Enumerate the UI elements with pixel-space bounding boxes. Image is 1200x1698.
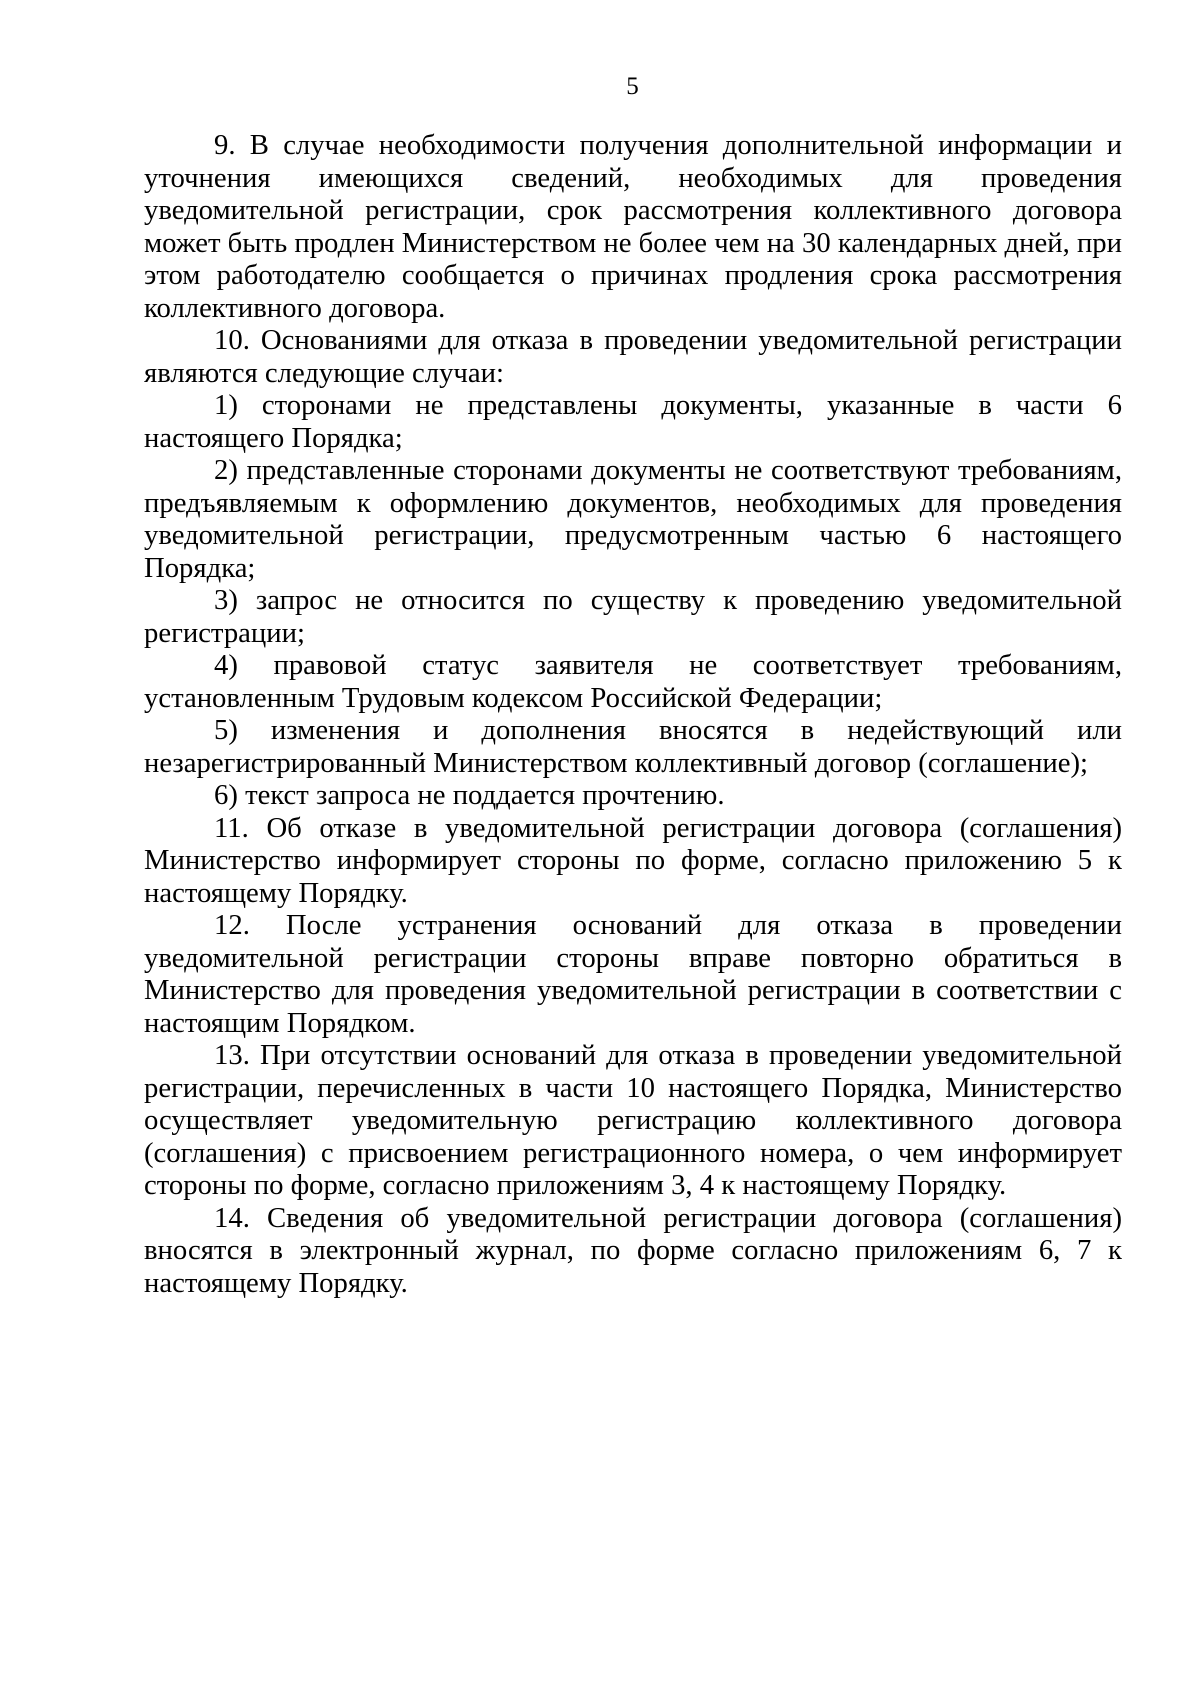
page-number: 5 [626,73,639,100]
paragraph-item-11: 11. Об отказе в уведомительной регистрации договора (соглашения) Министерство информирует стороны по форме, согласно приложению 5 к настоящему Порядку. [144,811,1122,909]
document-body [144,129,1122,1299]
list-item-5: 5) изменения и дополнения вносятся в недействующий или незарегистрированный Министерством коллективный договор (соглашение); [144,714,1122,779]
paragraph-item-14: 14. Сведения об уведомительной регистрации договора (соглашения) вносятся в электронный журнал, по форме согласно приложениям 6, 7 к настоящему Порядку. [144,1201,1122,1299]
list-item-4: 4) правовой статус заявителя не соответствует требованиям, установленным Трудовым кодексом Российской Федерации; [144,649,1122,714]
list-item-6: 6) текст запроса не поддается прочтению. [214,779,725,811]
paragraph-item-12: 12. После устранения оснований для отказа в проведении уведомительной регистрации стороны вправе повторно обратиться в Министерство для проведения уведомительной регистрации в соответствии с настоящим Порядком. [144,909,1122,1039]
paragraph-item-10: 10. Основаниями для отказа в проведении уведомительной регистрации являются следующие случаи: [144,324,1122,389]
paragraph-item-13: 13. При отсутствии оснований для отказа в проведении уведомительной регистрации, перечисленных в части 10 настоящего Порядка, Министерство осуществляет уведомительную регистрацию коллективного договора (соглашения) с присвоением регистрационного номера, о чем информирует стороны по форме, согласно приложениям 3, 4 к настоящему Порядку. [144,1039,1122,1201]
list-item-2: 2) представленные сторонами документы не соответствуют требованиям, предъявляемым к оформлению документов, необходимых для проведения уведомительной регистрации, предусмотренным частью 6 настоящего Порядка; [144,454,1122,584]
list-item-1: 1) сторонами не представлены документы, указанные в части 6 настоящего Порядка; [144,389,1122,454]
paragraph-item-9: 9. В случае необходимости получения дополнительной информации и уточнения имеющихся сведений, необходимых для проведения уведомительной регистрации, срок рассмотрения коллективного договора может быть продлен Министерством не более чем на 30 календарных дней, при этом работодателю сообщается о причинах продления срока рассмотрения коллективного договора. [144,129,1122,324]
list-item-3: 3) запрос не относится по существу к проведению уведомительной регистрации; [144,584,1122,649]
